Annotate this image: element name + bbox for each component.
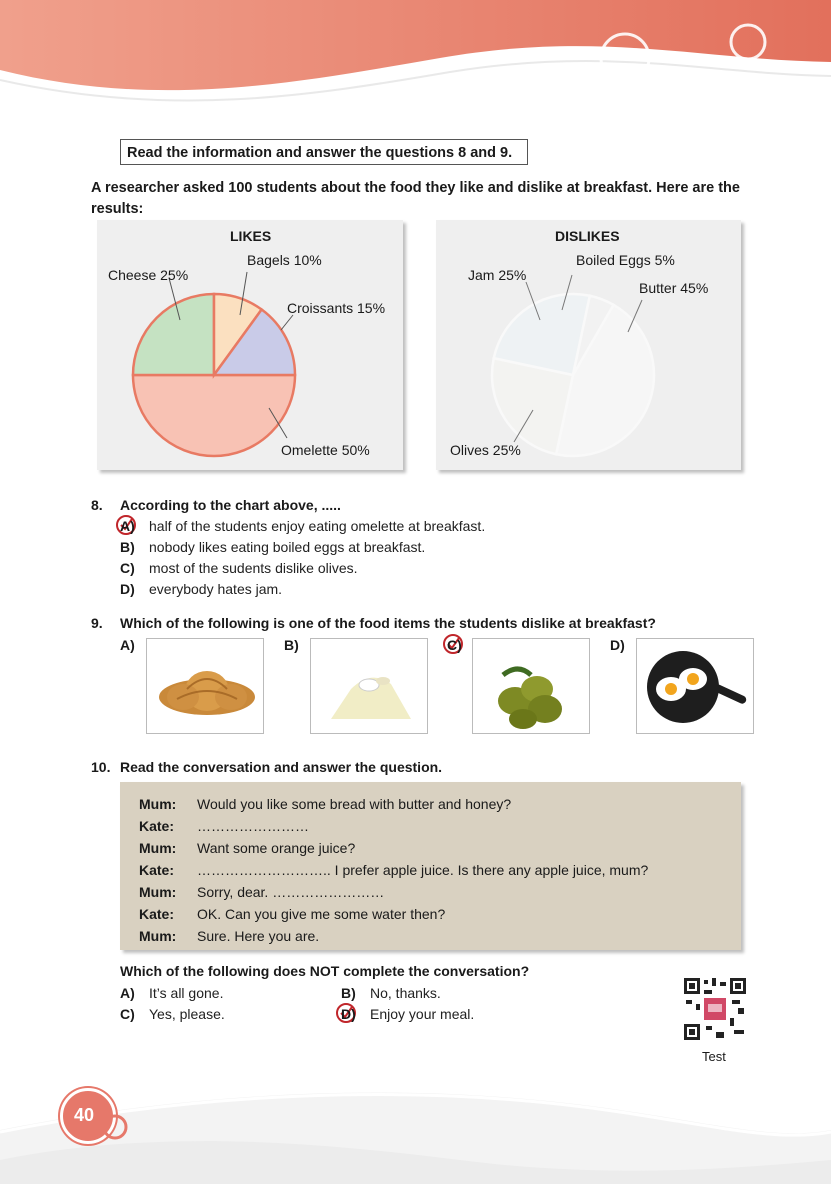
q9-option-a-letter[interactable]: A) bbox=[120, 637, 135, 653]
q8-option-a-text[interactable]: half of the students enjoy eating omelette at breakfast. bbox=[149, 518, 486, 534]
likes-label-croissants: Croissants 15% bbox=[287, 300, 386, 316]
q9-text: Which of the following is one of the food items the students dislike at breakfast? bbox=[120, 615, 656, 631]
header-wave bbox=[0, 0, 831, 130]
q10-option-a-letter[interactable]: A) bbox=[120, 985, 135, 1001]
q9-option-d-letter[interactable]: D) bbox=[610, 637, 625, 653]
conv-line: OK. Can you give me some water then? bbox=[197, 906, 446, 922]
conv-speaker: Mum: bbox=[139, 796, 177, 812]
pie-slice-omelette bbox=[133, 375, 295, 456]
q8-text: According to the chart above, ..... bbox=[120, 497, 341, 513]
q9-option-c-letter[interactable]: C) bbox=[447, 637, 462, 653]
dislikes-label-jam: Jam 25% bbox=[468, 267, 527, 283]
intro-text: A researcher asked 100 students about the food they like and dislike at breakfast. Here are the results: bbox=[91, 180, 740, 217]
instruction-box: Read the information and answer the questions 8 and 9. bbox=[120, 139, 528, 165]
dislikes-chart-panel bbox=[436, 220, 741, 470]
q10-option-a-text[interactable]: It’s all gone. bbox=[149, 985, 224, 1001]
conv-speaker: Kate: bbox=[139, 862, 175, 878]
conv-line: Sure. Here you are. bbox=[197, 928, 320, 944]
conv-speaker: Mum: bbox=[139, 840, 177, 856]
conv-line: ……………………….. I prefer apple juice. Is there any apple juice, mum? bbox=[197, 862, 649, 878]
q10-option-d-letter[interactable]: D) bbox=[341, 1006, 356, 1022]
conv-speaker: Mum: bbox=[139, 884, 177, 900]
q10-text: Read the conversation and answer the question. bbox=[120, 759, 443, 775]
likes-label-bagels: Bagels 10% bbox=[247, 252, 322, 268]
dislikes-label-boiled-eggs: Boiled Eggs 5% bbox=[576, 252, 675, 268]
dislikes-chart-title: DISLIKES bbox=[555, 228, 620, 244]
q8-number: 8. bbox=[91, 497, 103, 513]
qr-code-icon[interactable] bbox=[682, 976, 748, 1042]
q8-option-c-letter[interactable]: C) bbox=[120, 560, 135, 576]
q8-option-a-letter[interactable]: A) bbox=[120, 518, 135, 534]
likes-chart-panel bbox=[97, 220, 403, 470]
conv-line: Sorry, dear. …………………… bbox=[197, 884, 385, 900]
q9-option-b-letter[interactable]: B) bbox=[284, 637, 299, 653]
q8-option-d-text[interactable]: everybody hates jam. bbox=[149, 581, 283, 597]
q10-option-c-text[interactable]: Yes, please. bbox=[149, 1006, 225, 1022]
q8-option-d-letter[interactable]: D) bbox=[120, 581, 135, 597]
likes-label-omelette: Omelette 50% bbox=[281, 442, 370, 458]
q10-option-c-letter[interactable]: C) bbox=[120, 1006, 135, 1022]
dislikes-label-butter: Butter 45% bbox=[639, 280, 709, 296]
fried-eggs-pan-image[interactable] bbox=[636, 638, 754, 734]
butter-image[interactable] bbox=[310, 638, 428, 734]
q10-option-b-text[interactable]: No, thanks. bbox=[370, 985, 441, 1001]
footer-bubble-icon bbox=[100, 1112, 130, 1142]
conv-speaker: Kate: bbox=[139, 906, 175, 922]
q10-option-b-letter[interactable]: B) bbox=[341, 985, 356, 1001]
q9-number: 9. bbox=[91, 615, 103, 631]
q10-option-d-text[interactable]: Enjoy your meal. bbox=[370, 1006, 475, 1022]
conversation-box bbox=[120, 782, 741, 950]
croissant-image[interactable] bbox=[146, 638, 264, 734]
olives-image[interactable] bbox=[472, 638, 590, 734]
conv-line: …………………… bbox=[197, 818, 309, 834]
conv-line: Would you like some bread with butter and honey? bbox=[197, 796, 512, 812]
page-number: 40 bbox=[74, 1105, 95, 1125]
qr-label: Test bbox=[702, 1049, 726, 1064]
q8-option-b-text[interactable]: nobody likes eating boiled eggs at breakfast. bbox=[149, 539, 426, 555]
likes-label-cheese: Cheese 25% bbox=[108, 267, 189, 283]
pie-slice-cheese bbox=[133, 294, 214, 375]
conv-speaker: Kate: bbox=[139, 818, 175, 834]
q10-number: 10. bbox=[91, 759, 111, 775]
likes-chart-title: LIKES bbox=[230, 228, 272, 244]
dislikes-label-olives: Olives 25% bbox=[450, 442, 521, 458]
conv-line: Want some orange juice? bbox=[197, 840, 356, 856]
conv-speaker: Mum: bbox=[139, 928, 177, 944]
q8-option-c-text[interactable]: most of the sudents dislike olives. bbox=[149, 560, 358, 576]
q10-question: Which of the following does NOT complete the conversation? bbox=[120, 963, 530, 979]
q8-option-b-letter[interactable]: B) bbox=[120, 539, 135, 555]
